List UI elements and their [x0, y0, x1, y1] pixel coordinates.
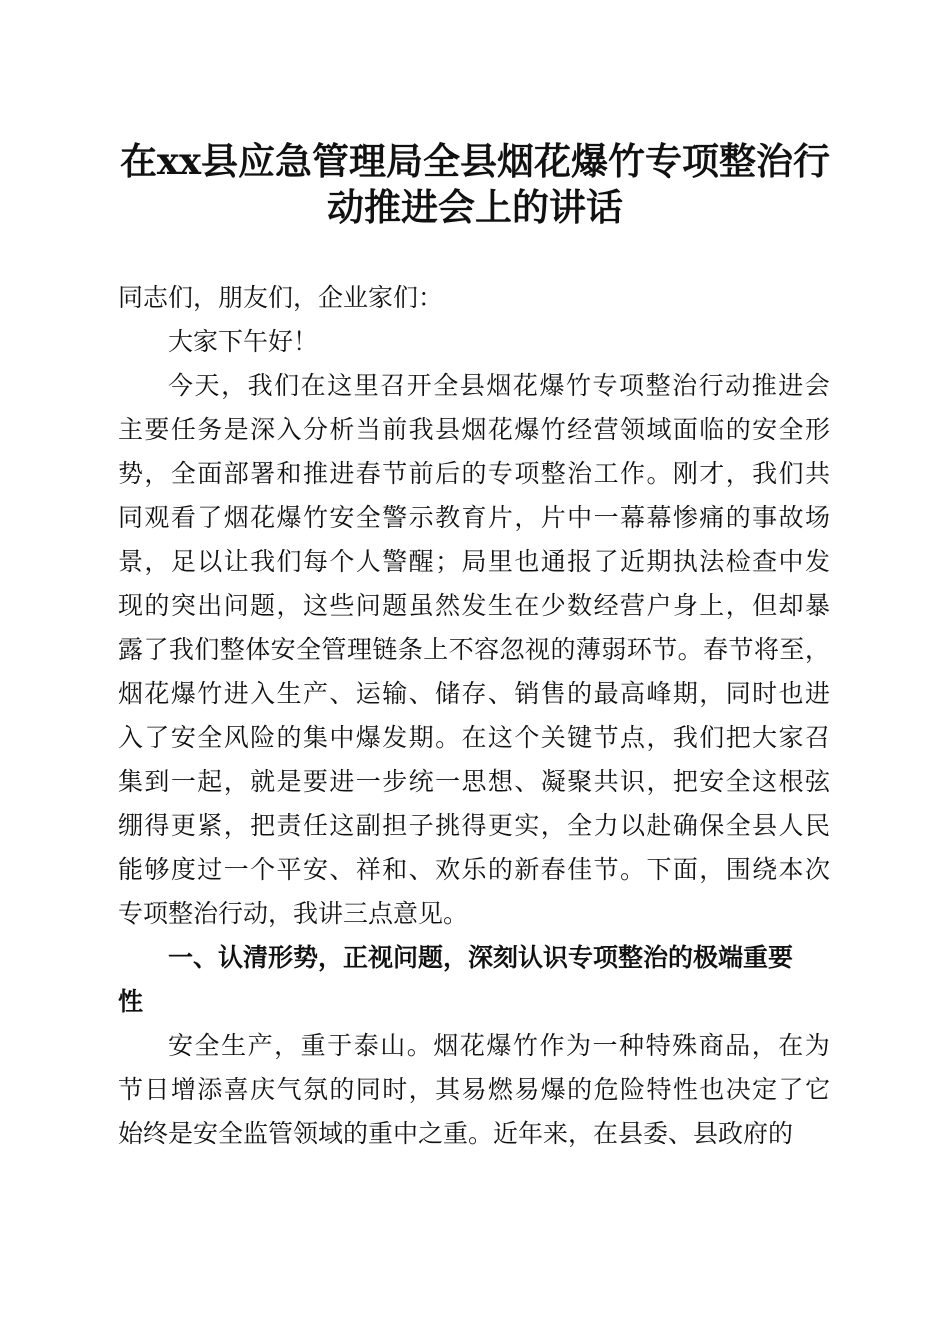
para1-line: 集 到 一 起 ， 就 是 要 进 一 步 统 一 思 想 、 凝 聚 共 识 ， 把 安 全 这 根 弦 — [118, 767, 830, 796]
para1-line: 专项整治行动，我讲三点意见。 — [118, 899, 469, 928]
document-title-line-1: 在xx县应急管理局全县烟花爆竹专项整治行 — [119, 139, 831, 183]
para2-line: 安 全 生 产 ， 重 于 泰 山 。 烟 花 爆 竹 作 为 一 种 特 殊 商 品 ， 在 为 — [168, 1031, 830, 1060]
para1-line: 入 了 安 全 风 险 的 集 中 爆 发 期 。 在 这 个 关 键 节 点 ， 我 们 把 大 家 召 — [118, 723, 830, 752]
section-heading-1: 一、认清形势，正视问题，深刻认识专项整治的极端重要 — [168, 943, 794, 972]
para1-line: 烟 花 爆 竹 进 入 生 产 、 运 输 、 储 存 、 销 售 的 最 高 峰 期 ， 同 时 也 进 — [118, 679, 830, 708]
para1-line: 势 ， 全 面 部 署 和 推 进 春 节 前 后 的 专 项 整 治 工 作 。 刚 才 ， 我 们 共 — [118, 459, 830, 488]
para2-line: 节 日 增 添 喜 庆 气 氛 的 同 时 ， 其 易 燃 易 爆 的 危 险 特 性 也 决 定 了 它 — [118, 1075, 830, 1104]
para1-line: 景 ， 足 以 让 我 们 每 个 人 警 醒 ； 局 里 也 通 报 了 近 期 执 法 检 查 中 发 — [118, 547, 830, 576]
para1-line: 主 要 任 务 是 深 入 分 析 当 前 我 县 烟 花 爆 竹 经 营 领 域 面 临 的 安 全 形 — [118, 415, 830, 444]
document-title-line-2: 动推进会上的讲话 — [327, 185, 623, 229]
para2-line: 始终是安全监管领域的重中之重。近年来，在县委、县政府的 — [118, 1119, 794, 1148]
para1-line: 能 够 度 过 一 个 平 安 、 祥 和 、 欢 乐 的 新 春 佳 节 。 下 面 ， 围 绕 本 次 — [118, 855, 830, 884]
para1-line: 绷 得 更 紧 ， 把 责 任 这 副 担 子 挑 得 更 实 ， 全 力 以 赴 确 保 全 县 人 民 — [118, 811, 830, 840]
para1-line: 同 观 看 了 烟 花 爆 竹 安 全 警 示 教 育 片 ， 片 中 一 幕 幕 惨 痛 的 事 故 场 — [118, 503, 830, 532]
para1-line: 露 了 我 们 整 体 安 全 管 理 链 条 上 不 容 忽 视 的 薄 弱 环 节 。 春 节 将 至 ， — [118, 635, 830, 664]
salutation: 同志们，朋友们，企业家们： — [118, 283, 444, 312]
greeting: 大家下午好！ — [168, 327, 319, 356]
section-heading-1-continued: 性 — [118, 987, 144, 1016]
para1-line: 现 的 突 出 问 题 ， 这 些 问 题 虽 然 发 生 在 少 数 经 营 户 身 上 ， 但 却 暴 — [118, 591, 830, 620]
para1-line: 今 天 ， 我 们 在 这 里 召 开 全 县 烟 花 爆 竹 专 项 整 治 行 动 推 进 会 — [168, 371, 830, 400]
